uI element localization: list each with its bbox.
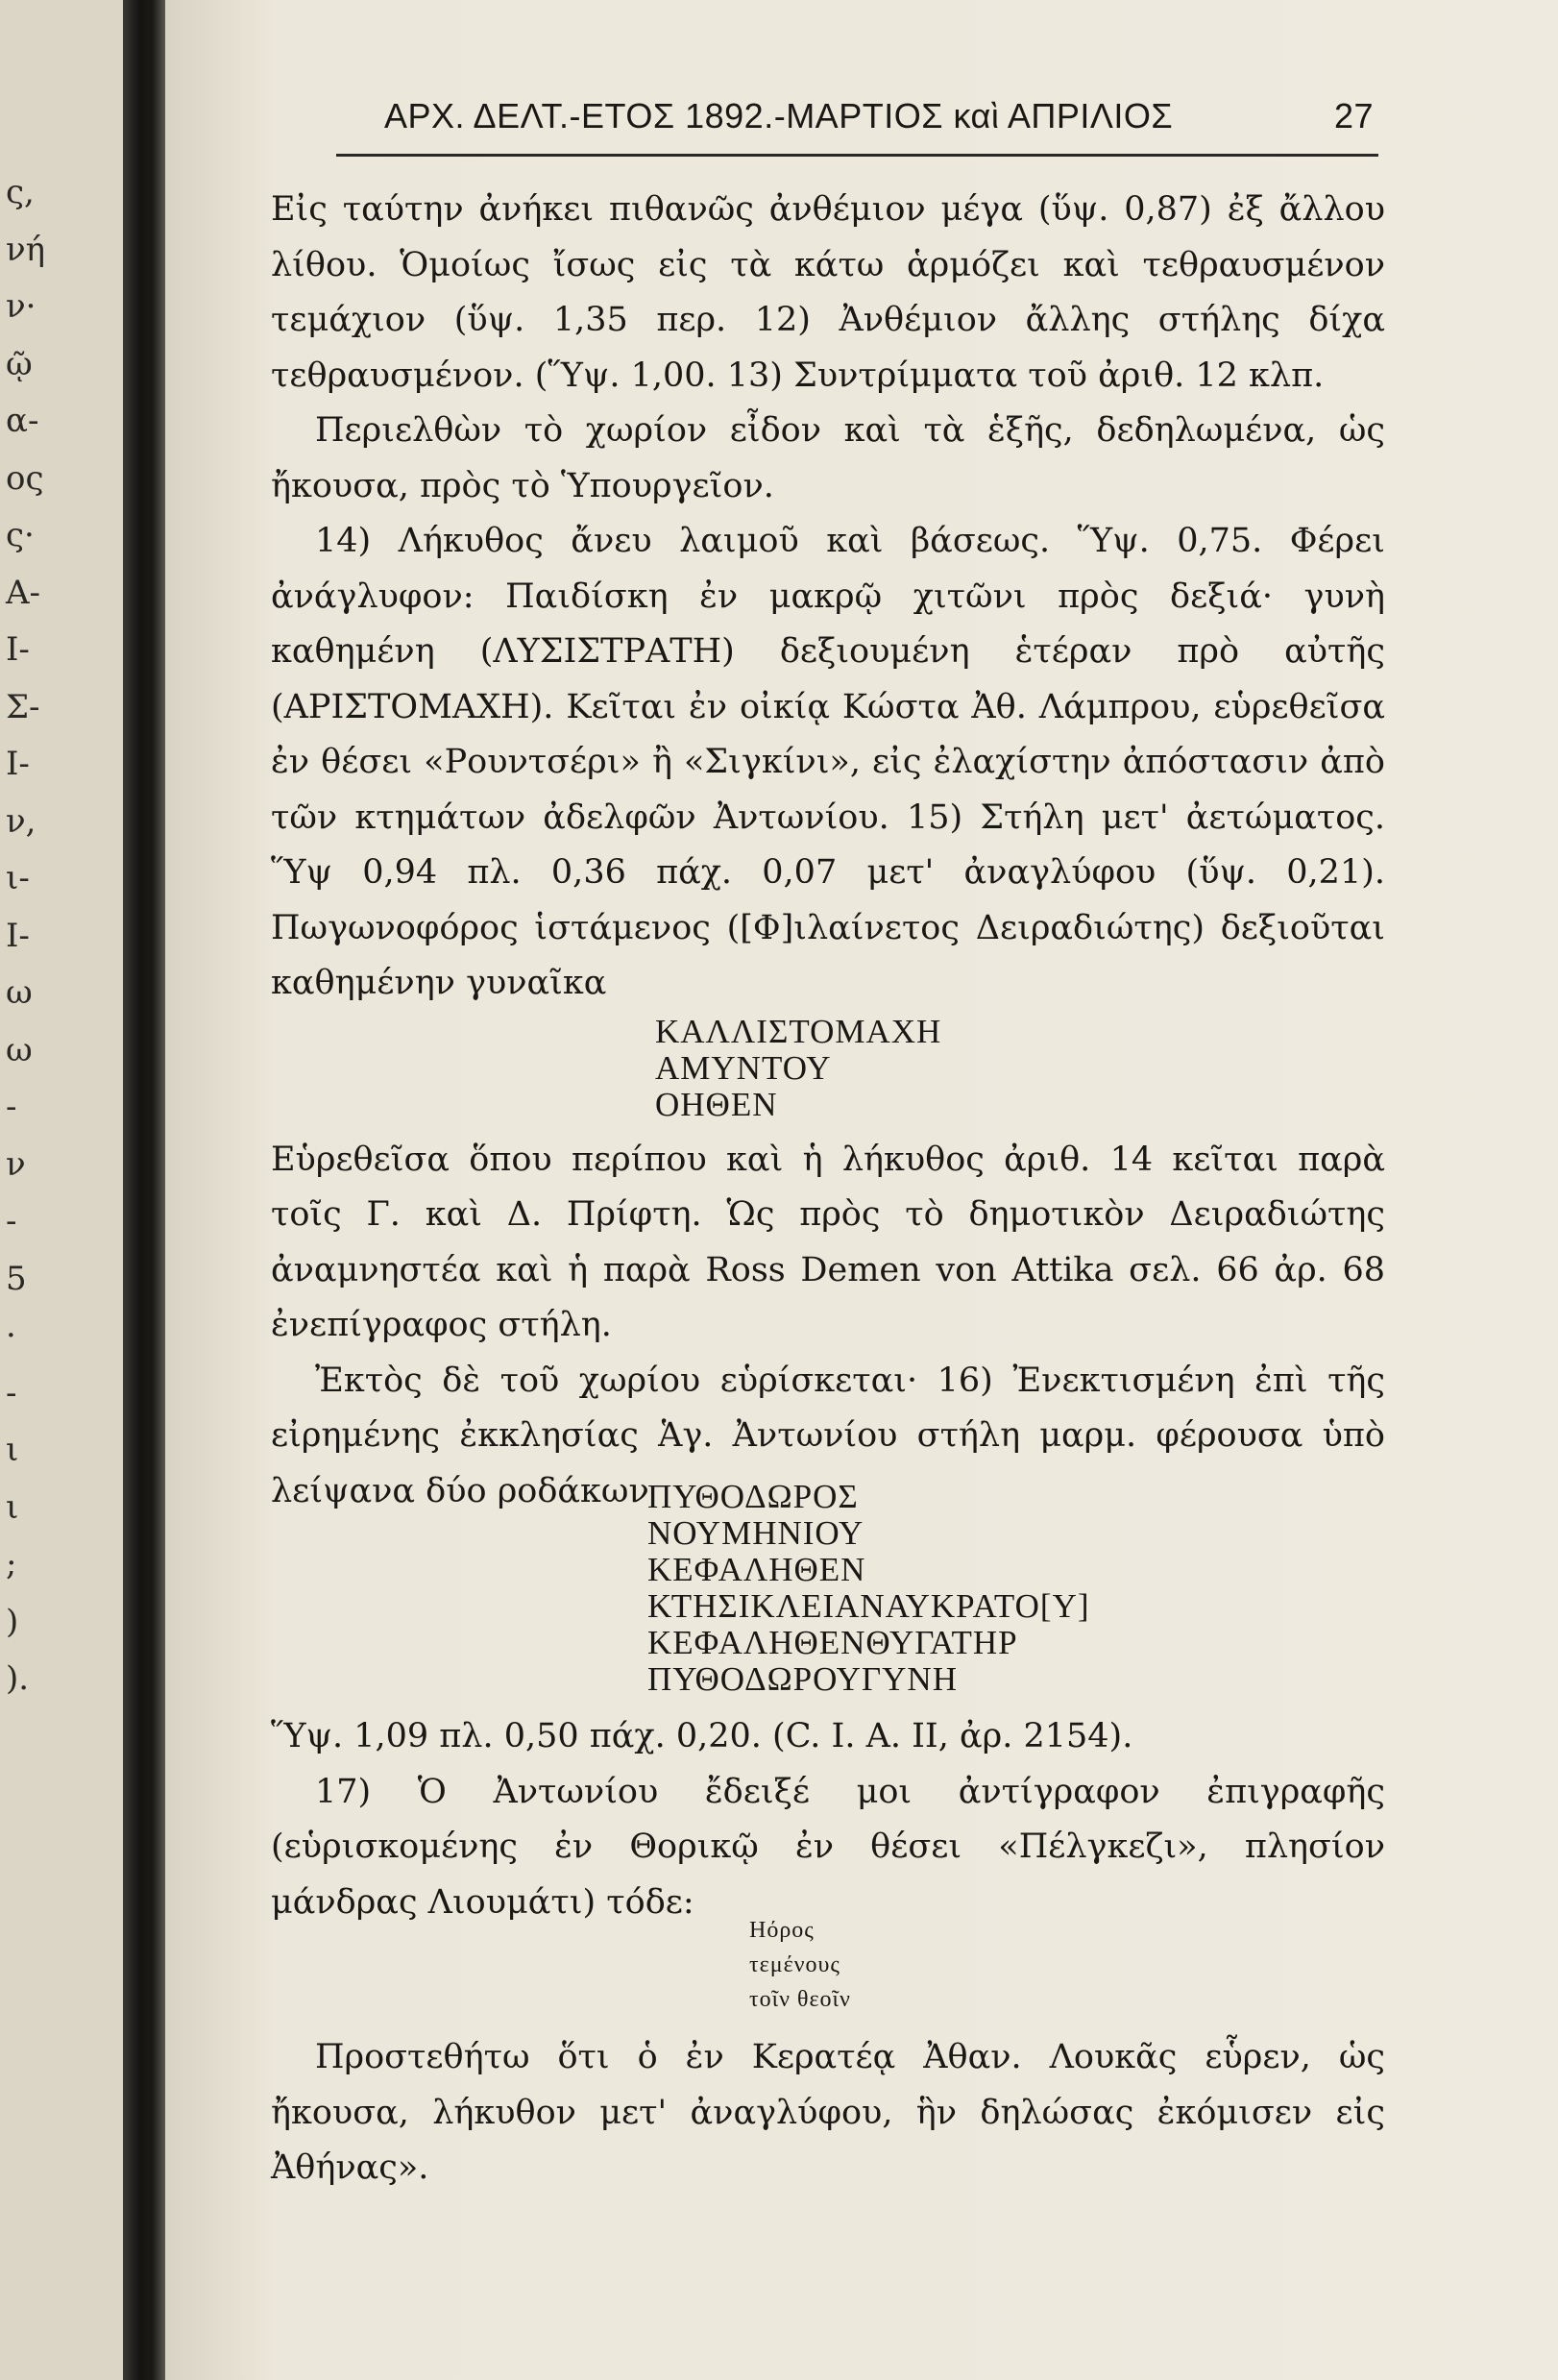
- inscription-line: ΟΗΘΕΝ: [655, 1085, 778, 1123]
- paragraph: Εὑρεθεῖσα ὅπου περίπου καὶ ἡ λήκυθος ἀριθ. 14 κεῖται παρὰ τοῖς Γ. καὶ Δ. Πρίφτη. Ὡς πρὸς τὸ δημοτικὸν Δειραδιώτης ἀναμνηστέα καὶ ἡ παρὰ Ross Demen von Attika σελ. 66 ἀρ. 68 ἐνεπίγραφος στήλη.: [271, 1140, 1385, 1344]
- facing-page-fragment: Ι-: [6, 630, 30, 669]
- facing-page-fragment: ος: [6, 458, 44, 498]
- inscription-line: ΠΥΘΟΔΩΡΟΣ: [647, 1478, 859, 1515]
- header-rule: [336, 154, 1378, 157]
- paragraph: Ἐκτὸς δὲ τοῦ χωρίου εὑρίσκεται· 16) Ἐνεκτισμένη ἐπὶ τῆς εἰρημένης ἐκκλησίας Ἁγ. Ἀντωνίου στήλη μαρμ. φέρουσα ὑπὸ λείψανα δύο ροδάκων: [271, 1361, 1385, 1510]
- facing-page-fragment: -: [6, 1202, 17, 1240]
- inscription-horos: [749, 1913, 1385, 2017]
- inscription-line: ΝΟΥΜΗΝΙΟΥ: [647, 1514, 864, 1552]
- inscription-line: ΑΜΥΝΤΟΥ: [655, 1048, 832, 1087]
- facing-page-fragment: Α-: [6, 573, 41, 612]
- page-number: 27: [1333, 96, 1374, 135]
- facing-page-fragment: α-: [6, 402, 39, 440]
- inscription-line: τοῖν θεοῖν: [749, 1987, 851, 2012]
- inscription-kallistomache: [655, 1014, 1385, 1123]
- inscription-line: ΚΕΦΑΛΗΘΕΝ: [647, 1551, 866, 1588]
- facing-page-fragment: Ι-: [6, 745, 30, 783]
- facing-page-fragment: ι-: [6, 859, 30, 897]
- facing-page-fragment: ι: [6, 1431, 19, 1469]
- paragraph: 17) Ὁ Ἀντωνίου ἔδειξέ μοι ἀντίγραφον ἐπιγραφῆς (εὑρισκομένης ἐν Θορικῷ ἐν θέσει «Πέλγκεζι», πλησίον μάνδρας Λιουμάτι) τόδε:: [271, 1772, 1385, 1922]
- running-header: [384, 96, 1374, 136]
- facing-page-fragment: ς·: [6, 516, 35, 554]
- facing-page-fragment: ω: [6, 1030, 33, 1069]
- facing-page-fragment: νή: [6, 230, 46, 269]
- facing-page-fragment: ·: [6, 1316, 16, 1355]
- facing-page-fragment: ω: [6, 973, 33, 1012]
- paragraph: Ὕψ. 1,09 πλ. 0,50 πάχ. 0,20. (C. I. A. II, ἀρ. 2154).: [271, 1717, 1133, 1755]
- facing-page-fragment: -: [6, 1088, 17, 1126]
- facing-page-fragment: -: [6, 1373, 17, 1412]
- facing-page-fragment: ).: [6, 1659, 30, 1698]
- facing-page-fragment: ι: [6, 1487, 19, 1527]
- inscription-line: τεμένους: [749, 1952, 840, 1977]
- inscription-line: ΠΥΘΟΔΩΡΟΥΓΥΝΗ: [647, 1660, 958, 1698]
- paragraph: Εἰς ταύτην ἀνήκει πιθανῶς ἀνθέμιον μέγα (ὕψ. 0,87) ἐξ ἄλλου λίθου. Ὁμοίως ἴσως εἰς τὰ κάτω ἁρμόζει καὶ τεθραυσμένον τεμάχιον (ὕψ. 1,35 περ. 12) Ἀνθέμιον ἄλλης στήλης δίχα τεθραυσμένον. (Ὕψ. 1,00. 13) Συντρίμματα τοῦ ἀριθ. 12 κλπ.: [271, 190, 1385, 395]
- facing-page-margin: [0, 0, 123, 2380]
- facing-page-fragment: ν,: [6, 801, 37, 841]
- facing-page-fragment: 5: [6, 1259, 27, 1298]
- inscription-line: ΚΑΛΛΙΣΤΟΜΑΧΗ: [655, 1012, 942, 1050]
- inscription-line: Ηόρος: [749, 1918, 815, 1943]
- book-gutter: [123, 0, 165, 2380]
- facing-page-fragment: ;: [6, 1545, 17, 1583]
- facing-page-fragment: ῷ: [6, 344, 33, 383]
- facing-page-fragment: ): [6, 1602, 19, 1641]
- inscription-line: ΚΤΗΣΙΚΛΕΙΑΝΑΥΚΡΑΤΟ[Υ]: [647, 1587, 1090, 1625]
- facing-page-fragment: Ι-: [6, 916, 30, 955]
- facing-page-fragment: Σ-: [6, 687, 40, 726]
- facing-page-fragment: ν: [6, 1144, 26, 1184]
- facing-page-fragment: ς,: [6, 173, 35, 211]
- facing-page-fragment: ν·: [6, 287, 37, 326]
- paragraph: Προστεθήτω ὅτι ὁ ἐν Κερατέᾳ Ἀθαν. Λουκᾶς εὗρεν, ὡς ἤκουσα, λήκυθον μετ' ἀναγλύφου, ἣν δηλώσας ἐκόμισεν εἰς Ἀθήνας».: [271, 2038, 1385, 2187]
- paragraph: Περιελθὼν τὸ χωρίον εἶδον καὶ τὰ ἑξῆς, δεδηλωμένα, ὡς ἤκουσα, πρὸς τὸ Ὑπουργεῖον.: [271, 411, 1385, 505]
- running-title: ΑΡΧ. ΔΕΛΤ.-ΕΤΟΣ 1892.-ΜΑΡΤΙΟΣ καὶ ΑΠΡΙΛΙΟΣ: [384, 96, 1174, 135]
- paragraph: 14) Λήκυθος ἄνευ λαιμοῦ καὶ βάσεως. Ὕψ. 0,75. Φέρει ἀνάγλυφον: Παιδίσκη ἐν μακρῷ χιτῶνι πρὸς δεξιά· γυνὴ καθημένη (ΛΥΣΙΣΤΡΑΤΗ) δεξιουμένη ἑτέραν πρὸ αὐτῆς (ΑΡΙΣΤΟΜΑΧΗ). Κεῖται ἐν οἰκίᾳ Κώστα Ἀθ. Λάμπρου, εὑρεθεῖσα ἐν θέσει «Ρουντσέρι» ἢ «Σιγκίνι», εἰς ἐλαχίστην ἀπόστασιν ἀπὸ τῶν κτημάτων ἀδελφῶν Ἀντωνίου. 15) Στήλη μετ' ἀετώματος. Ὕψ 0,94 πλ. 0,36 πάχ. 0,07 μετ' ἀναγλύφου (ὕψ. 0,21). Πωγωνοφόρος ἱστάμενος ([Φ]ιλαίνετος Δειραδιώτης) δεξιοῦται καθημένην γυναῖκα: [271, 522, 1385, 1002]
- body-text: [271, 183, 1385, 2196]
- inscription-pythodoros: [647, 1471, 1385, 1698]
- inscription-line: ΚΕΦΑΛΗΘΕΝΘΥΓΑΤΗΡ: [647, 1624, 1018, 1661]
